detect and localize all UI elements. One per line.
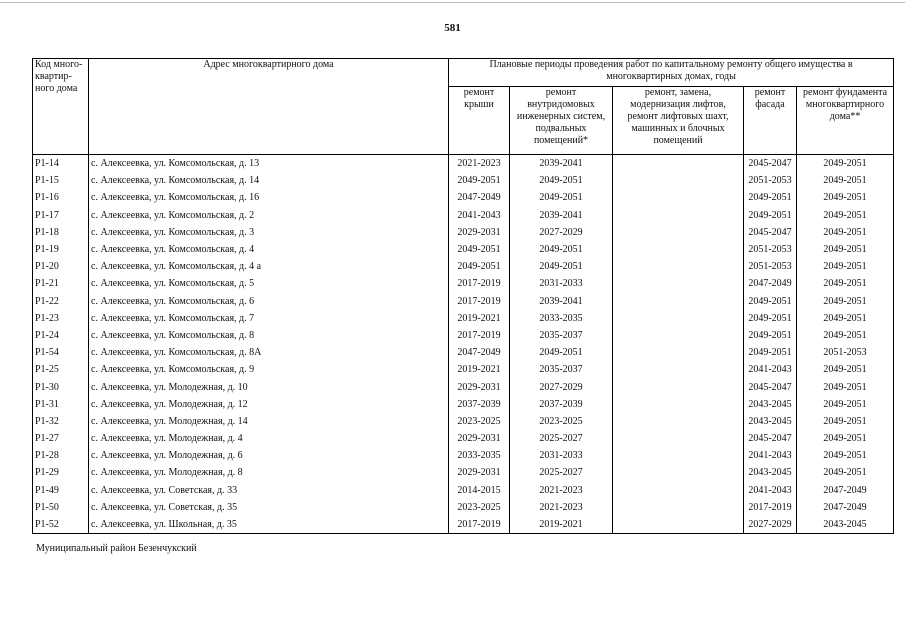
cell-lifts: [613, 327, 744, 344]
cell-systems: 2031-2033: [510, 275, 613, 292]
cell-roof: 2049-2051: [449, 241, 510, 258]
cell-code: Р1-23: [33, 310, 89, 327]
table-row: [33, 275, 894, 292]
table-row: [33, 516, 894, 534]
cell-lifts: [613, 361, 744, 378]
cell-facade: 2041-2043: [744, 482, 797, 499]
cell-address: с. Алексеевка, ул. Молодежная, д. 10: [89, 378, 449, 395]
cell-facade: 2045-2047: [744, 155, 797, 173]
cell-lifts: [613, 172, 744, 189]
cell-address: с. Алексеевка, ул. Советская, д. 35: [89, 499, 449, 516]
cell-lifts: [613, 413, 744, 430]
cell-address: с. Алексеевка, ул. Комсомольская, д. 2: [89, 207, 449, 224]
cell-facade: 2043-2045: [744, 413, 797, 430]
cell-roof: 2047-2049: [449, 189, 510, 206]
cell-code: Р1-24: [33, 327, 89, 344]
cell-lifts: [613, 447, 744, 464]
page-number: 581: [444, 22, 461, 34]
cell-lifts: [613, 293, 744, 310]
cell-roof: 2041-2043: [449, 207, 510, 224]
cell-lifts: [613, 258, 744, 275]
cell-foundation: 2047-2049: [797, 482, 894, 499]
cell-address: с. Алексеевка, ул. Комсомольская, д. 6: [89, 293, 449, 310]
cell-address: с. Алексеевка, ул. Комсомольская, д. 9: [89, 361, 449, 378]
cell-systems: 2039-2041: [510, 293, 613, 310]
table-row: [33, 499, 894, 516]
cell-code: Р1-17: [33, 207, 89, 224]
cell-lifts: [613, 189, 744, 206]
cell-foundation: 2051-2053: [797, 344, 894, 361]
cell-address: с. Алексеевка, ул. Комсомольская, д. 16: [89, 189, 449, 206]
header-systems: ремонт внутридомовых инженерных систем, подвальных помещений*: [510, 87, 613, 155]
cell-foundation: 2049-2051: [797, 293, 894, 310]
cell-roof: 2049-2051: [449, 172, 510, 189]
cell-foundation: 2049-2051: [797, 413, 894, 430]
cell-foundation: 2043-2045: [797, 516, 894, 534]
cell-roof: 2029-2031: [449, 464, 510, 481]
cell-foundation: 2049-2051: [797, 224, 894, 241]
cell-roof: 2047-2049: [449, 344, 510, 361]
cell-foundation: 2049-2051: [797, 207, 894, 224]
cell-foundation: 2049-2051: [797, 378, 894, 395]
cell-facade: 2045-2047: [744, 378, 797, 395]
cell-code: Р1-20: [33, 258, 89, 275]
table-row: [33, 155, 894, 173]
cell-code: Р1-31: [33, 396, 89, 413]
cell-roof: 2014-2015: [449, 482, 510, 499]
cell-address: с. Алексеевка, ул. Молодежная, д. 4: [89, 430, 449, 447]
cell-facade: 2017-2019: [744, 499, 797, 516]
cell-systems: 2021-2023: [510, 499, 613, 516]
cell-roof: 2023-2025: [449, 413, 510, 430]
cell-facade: 2043-2045: [744, 464, 797, 481]
district-label: Муниципальный район Безенчукский: [36, 543, 197, 554]
cell-code: Р1-27: [33, 430, 89, 447]
cell-code: Р1-25: [33, 361, 89, 378]
cell-systems: 2049-2051: [510, 344, 613, 361]
cell-foundation: 2049-2051: [797, 464, 894, 481]
cell-facade: 2049-2051: [744, 310, 797, 327]
cell-address: с. Алексеевка, ул. Советская, д. 33: [89, 482, 449, 499]
cell-facade: 2049-2051: [744, 327, 797, 344]
cell-facade: 2027-2029: [744, 516, 797, 534]
header-roof: ремонт крыши: [449, 87, 510, 155]
cell-foundation: 2049-2051: [797, 241, 894, 258]
cell-lifts: [613, 224, 744, 241]
table-row: [33, 241, 894, 258]
cell-address: с. Алексеевка, ул. Молодежная, д. 6: [89, 447, 449, 464]
cell-code: Р1-52: [33, 516, 89, 534]
cell-foundation: 2049-2051: [797, 189, 894, 206]
cell-facade: 2049-2051: [744, 344, 797, 361]
cell-roof: 2023-2025: [449, 499, 510, 516]
cell-roof: 2037-2039: [449, 396, 510, 413]
cell-facade: 2051-2053: [744, 172, 797, 189]
cell-code: Р1-16: [33, 189, 89, 206]
cell-lifts: [613, 396, 744, 413]
cell-foundation: 2049-2051: [797, 258, 894, 275]
cell-code: Р1-30: [33, 378, 89, 395]
cell-foundation: 2049-2051: [797, 447, 894, 464]
cell-code: Р1-54: [33, 344, 89, 361]
cell-facade: 2049-2051: [744, 189, 797, 206]
cell-systems: 2049-2051: [510, 258, 613, 275]
header-foundation: ремонт фундамента многоквартирного дома**: [797, 87, 894, 155]
cell-address: с. Алексеевка, ул. Комсомольская, д. 5: [89, 275, 449, 292]
cell-roof: 2049-2051: [449, 258, 510, 275]
cell-facade: 2041-2043: [744, 447, 797, 464]
table-row: [33, 464, 894, 481]
table-row: [33, 447, 894, 464]
cell-code: Р1-19: [33, 241, 89, 258]
cell-systems: 2049-2051: [510, 172, 613, 189]
cell-systems: 2035-2037: [510, 327, 613, 344]
cell-foundation: 2049-2051: [797, 155, 894, 173]
cell-roof: 2029-2031: [449, 378, 510, 395]
cell-address: с. Алексеевка, ул. Комсомольская, д. 8А: [89, 344, 449, 361]
table-row: [33, 413, 894, 430]
table-row: [33, 344, 894, 361]
cell-address: с. Алексеевка, ул. Комсомольская, д. 14: [89, 172, 449, 189]
cell-address: с. Алексеевка, ул. Комсомольская, д. 13: [89, 155, 449, 173]
cell-systems: 2021-2023: [510, 482, 613, 499]
cell-address: с. Алексеевка, ул. Молодежная, д. 8: [89, 464, 449, 481]
cell-systems: 2023-2025: [510, 413, 613, 430]
table-row: [33, 361, 894, 378]
cell-lifts: [613, 464, 744, 481]
repair-schedule-table: [32, 58, 894, 534]
cell-address: с. Алексеевка, ул. Комсомольская, д. 7: [89, 310, 449, 327]
table-row: [33, 207, 894, 224]
header-facade: ремонт фасада: [744, 87, 797, 155]
cell-facade: 2051-2053: [744, 258, 797, 275]
cell-lifts: [613, 482, 744, 499]
cell-address: с. Алексеевка, ул. Молодежная, д. 12: [89, 396, 449, 413]
cell-address: с. Алексеевка, ул. Комсомольская, д. 3: [89, 224, 449, 241]
cell-facade: 2045-2047: [744, 430, 797, 447]
table-row: [33, 189, 894, 206]
cell-systems: 2049-2051: [510, 241, 613, 258]
cell-systems: 2039-2041: [510, 207, 613, 224]
cell-code: Р1-49: [33, 482, 89, 499]
cell-roof: 2019-2021: [449, 310, 510, 327]
table-row: [33, 396, 894, 413]
top-rule: [0, 2, 905, 3]
cell-code: Р1-28: [33, 447, 89, 464]
table-row: [33, 378, 894, 395]
cell-foundation: 2049-2051: [797, 275, 894, 292]
cell-systems: 2037-2039: [510, 396, 613, 413]
cell-code: Р1-14: [33, 155, 89, 173]
cell-roof: 2017-2019: [449, 327, 510, 344]
cell-lifts: [613, 378, 744, 395]
cell-facade: 2043-2045: [744, 396, 797, 413]
cell-systems: 2035-2037: [510, 361, 613, 378]
header-code: Код много-квартир-ного дома: [33, 59, 89, 155]
cell-roof: 2017-2019: [449, 293, 510, 310]
cell-foundation: 2049-2051: [797, 361, 894, 378]
cell-foundation: 2049-2051: [797, 396, 894, 413]
cell-facade: 2049-2051: [744, 207, 797, 224]
header-address: Адрес многоквартирного дома: [89, 59, 449, 155]
cell-foundation: 2049-2051: [797, 327, 894, 344]
cell-roof: 2029-2031: [449, 224, 510, 241]
cell-systems: 2031-2033: [510, 447, 613, 464]
cell-foundation: 2049-2051: [797, 430, 894, 447]
table-row: [33, 258, 894, 275]
cell-lifts: [613, 516, 744, 534]
cell-address: с. Алексеевка, ул. Комсомольская, д. 4 а: [89, 258, 449, 275]
cell-systems: 2027-2029: [510, 378, 613, 395]
cell-systems: 2039-2041: [510, 155, 613, 173]
table-body: [33, 155, 894, 534]
cell-lifts: [613, 241, 744, 258]
cell-lifts: [613, 207, 744, 224]
cell-systems: 2025-2027: [510, 430, 613, 447]
table-row: [33, 293, 894, 310]
table-row: [33, 482, 894, 499]
cell-roof: 2017-2019: [449, 275, 510, 292]
cell-code: Р1-50: [33, 499, 89, 516]
cell-lifts: [613, 310, 744, 327]
cell-facade: 2041-2043: [744, 361, 797, 378]
cell-systems: 2019-2021: [510, 516, 613, 534]
cell-roof: 2029-2031: [449, 430, 510, 447]
cell-facade: 2047-2049: [744, 275, 797, 292]
cell-code: Р1-22: [33, 293, 89, 310]
cell-code: Р1-29: [33, 464, 89, 481]
cell-lifts: [613, 275, 744, 292]
cell-code: Р1-18: [33, 224, 89, 241]
cell-roof: 2017-2019: [449, 516, 510, 534]
header-lifts: ремонт, замена, модернизация лифтов, ремонт лифтовых шахт, машинных и блочных помещений: [613, 87, 744, 155]
cell-address: с. Алексеевка, ул. Молодежная, д. 14: [89, 413, 449, 430]
cell-lifts: [613, 344, 744, 361]
cell-address: с. Алексеевка, ул. Комсомольская, д. 4: [89, 241, 449, 258]
header-periods: Плановые периоды проведения работ по капитальному ремонту общего имущества в многоквартирных домах, годы: [449, 59, 894, 87]
cell-address: с. Алексеевка, ул. Школьная, д. 35: [89, 516, 449, 534]
table-row: [33, 172, 894, 189]
cell-roof: 2033-2035: [449, 447, 510, 464]
cell-address: с. Алексеевка, ул. Комсомольская, д. 8: [89, 327, 449, 344]
cell-code: Р1-21: [33, 275, 89, 292]
cell-lifts: [613, 499, 744, 516]
cell-code: Р1-15: [33, 172, 89, 189]
cell-foundation: 2049-2051: [797, 172, 894, 189]
table-row: [33, 430, 894, 447]
cell-facade: 2051-2053: [744, 241, 797, 258]
table-row: [33, 224, 894, 241]
cell-systems: 2027-2029: [510, 224, 613, 241]
table-row: [33, 310, 894, 327]
cell-code: Р1-32: [33, 413, 89, 430]
cell-roof: 2019-2021: [449, 361, 510, 378]
cell-systems: 2025-2027: [510, 464, 613, 481]
cell-systems: 2033-2035: [510, 310, 613, 327]
cell-facade: 2045-2047: [744, 224, 797, 241]
cell-foundation: 2049-2051: [797, 310, 894, 327]
cell-roof: 2021-2023: [449, 155, 510, 173]
cell-lifts: [613, 430, 744, 447]
cell-foundation: 2047-2049: [797, 499, 894, 516]
cell-systems: 2049-2051: [510, 189, 613, 206]
table-row: [33, 327, 894, 344]
cell-lifts: [613, 155, 744, 173]
cell-facade: 2049-2051: [744, 293, 797, 310]
